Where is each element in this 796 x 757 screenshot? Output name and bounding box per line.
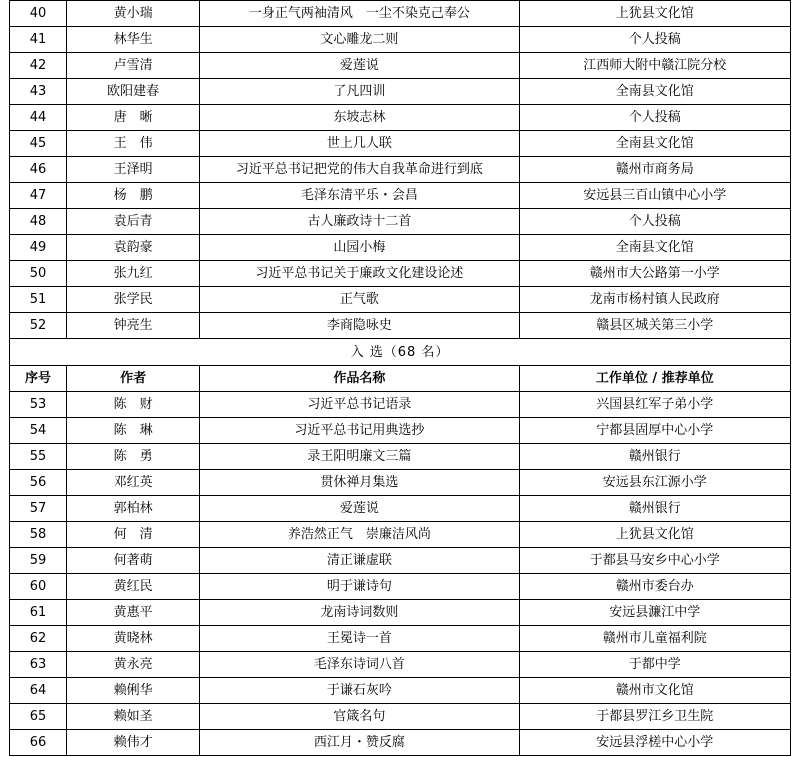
- cell-work-title: 文心雕龙二则: [200, 27, 519, 53]
- cell-unit: 个人投稿: [519, 105, 790, 131]
- table-row: [10, 574, 791, 600]
- cell-unit: 于都县罗江乡卫生院: [519, 704, 790, 730]
- cell-work-title: 山园小梅: [200, 235, 519, 261]
- cell-author: 黄惠平: [67, 600, 200, 626]
- table-body-top: [10, 1, 791, 339]
- cell-work-title: 官箴名句: [200, 704, 519, 730]
- cell-unit: 赣州市文化馆: [519, 678, 790, 704]
- cell-work-title: 西江月・赞反腐: [200, 730, 519, 756]
- cell-author: 王泽明: [67, 157, 200, 183]
- cell-unit: 于都县马安乡中心小学: [519, 548, 790, 574]
- table-row: [10, 105, 791, 131]
- cell-work-title: 古人廉政诗十二首: [200, 209, 519, 235]
- cell-work-title: 正气歌: [200, 287, 519, 313]
- cell-author: 郭柏林: [67, 496, 200, 522]
- table-row: [10, 522, 791, 548]
- cell-work-title: 于谦石灰吟: [200, 678, 519, 704]
- cell-number: 52: [10, 313, 67, 339]
- cell-unit: 赣州市委台办: [519, 574, 790, 600]
- cell-unit: 赣州市大公路第一小学: [519, 261, 790, 287]
- header-seq: 序号: [10, 366, 67, 392]
- table-row: [10, 183, 791, 209]
- cell-work-title: 养浩然正气 崇廉洁风尚: [200, 522, 519, 548]
- cell-work-title: 习近平总书记关于廉政文化建设论述: [200, 261, 519, 287]
- cell-number: 55: [10, 444, 67, 470]
- header-row: [10, 366, 791, 392]
- cell-number: 65: [10, 704, 67, 730]
- cell-author: 黄红民: [67, 574, 200, 600]
- cell-unit: 安远县濂江中学: [519, 600, 790, 626]
- table-body-bottom: [10, 392, 791, 756]
- cell-number: 56: [10, 470, 67, 496]
- section-row: [10, 339, 791, 366]
- cell-number: 61: [10, 600, 67, 626]
- cell-number: 53: [10, 392, 67, 418]
- table-row: [10, 313, 791, 339]
- cell-work-title: 毛泽东诗词八首: [200, 652, 519, 678]
- table-row: [10, 157, 791, 183]
- table-row: [10, 418, 791, 444]
- cell-work-title: 清正谦虚联: [200, 548, 519, 574]
- cell-author: 林华生: [67, 27, 200, 53]
- cell-work-title: 世上几人联: [200, 131, 519, 157]
- cell-number: 59: [10, 548, 67, 574]
- cell-number: 45: [10, 131, 67, 157]
- header-work: 作品名称: [200, 366, 519, 392]
- cell-number: 44: [10, 105, 67, 131]
- cell-number: 46: [10, 157, 67, 183]
- cell-number: 47: [10, 183, 67, 209]
- award-table: [9, 0, 791, 756]
- table-row: [10, 704, 791, 730]
- table-row: [10, 27, 791, 53]
- cell-author: 唐 晰: [67, 105, 200, 131]
- cell-number: 66: [10, 730, 67, 756]
- cell-author: 杨 鹏: [67, 183, 200, 209]
- award-list-sheet: [9, 0, 791, 756]
- cell-unit: 上犹县文化馆: [519, 522, 790, 548]
- cell-number: 63: [10, 652, 67, 678]
- cell-unit: 赣县区城关第三小学: [519, 313, 790, 339]
- table-row: [10, 79, 791, 105]
- cell-unit: 全南县文化馆: [519, 235, 790, 261]
- cell-unit: 赣州银行: [519, 444, 790, 470]
- cell-unit: 个人投稿: [519, 27, 790, 53]
- cell-author: 赖如圣: [67, 704, 200, 730]
- cell-number: 42: [10, 53, 67, 79]
- cell-number: 49: [10, 235, 67, 261]
- cell-author: 张九红: [67, 261, 200, 287]
- table-row: [10, 444, 791, 470]
- header-unit: 工作单位 / 推荐单位: [519, 366, 790, 392]
- table-row: [10, 131, 791, 157]
- cell-author: 卢雪清: [67, 53, 200, 79]
- cell-author: 袁韵豪: [67, 235, 200, 261]
- cell-author: 钟亮生: [67, 313, 200, 339]
- cell-unit: 江西师大附中赣江院分校: [519, 53, 790, 79]
- cell-work-title: 龙南诗词数则: [200, 600, 519, 626]
- cell-number: 41: [10, 27, 67, 53]
- cell-work-title: 贯休禅月集选: [200, 470, 519, 496]
- cell-unit: 赣州银行: [519, 496, 790, 522]
- cell-number: 58: [10, 522, 67, 548]
- table-row: [10, 53, 791, 79]
- cell-work-title: 王冕诗一首: [200, 626, 519, 652]
- table-row: [10, 730, 791, 756]
- section-block: [10, 339, 791, 392]
- cell-unit: 安远县东江源小学: [519, 470, 790, 496]
- cell-work-title: 爱莲说: [200, 496, 519, 522]
- cell-author: 张学民: [67, 287, 200, 313]
- cell-author: 欧阳建春: [67, 79, 200, 105]
- cell-unit: 兴国县红军子弟小学: [519, 392, 790, 418]
- cell-unit: 个人投稿: [519, 209, 790, 235]
- table-row: [10, 209, 791, 235]
- cell-work-title: 了凡四训: [200, 79, 519, 105]
- table-row: [10, 470, 791, 496]
- cell-author: 袁后青: [67, 209, 200, 235]
- cell-author: 黄小瑞: [67, 1, 200, 27]
- cell-work-title: 爱莲说: [200, 53, 519, 79]
- cell-unit: 安远县三百山镇中心小学: [519, 183, 790, 209]
- table-row: [10, 287, 791, 313]
- cell-number: 57: [10, 496, 67, 522]
- cell-author: 陈 勇: [67, 444, 200, 470]
- table-row: [10, 600, 791, 626]
- cell-work-title: 李商隐咏史: [200, 313, 519, 339]
- table-row: [10, 261, 791, 287]
- cell-number: 40: [10, 1, 67, 27]
- table-row: [10, 496, 791, 522]
- section-title: 入 选（68 名）: [10, 339, 791, 366]
- cell-number: 43: [10, 79, 67, 105]
- cell-author: 何 清: [67, 522, 200, 548]
- cell-unit: 龙南市杨村镇人民政府: [519, 287, 790, 313]
- cell-unit: 全南县文化馆: [519, 79, 790, 105]
- cell-work-title: 毛泽东清平乐・会昌: [200, 183, 519, 209]
- table-row: [10, 548, 791, 574]
- cell-work-title: 习近平总书记把党的伟大自我革命进行到底: [200, 157, 519, 183]
- header-author: 作者: [67, 366, 200, 392]
- cell-work-title: 东坡志林: [200, 105, 519, 131]
- cell-number: 54: [10, 418, 67, 444]
- cell-author: 赖伟才: [67, 730, 200, 756]
- table-row: [10, 626, 791, 652]
- cell-author: 黄永亮: [67, 652, 200, 678]
- cell-unit: 赣州市儿童福利院: [519, 626, 790, 652]
- cell-unit: 全南县文化馆: [519, 131, 790, 157]
- cell-number: 51: [10, 287, 67, 313]
- cell-author: 陈 财: [67, 392, 200, 418]
- table-row: [10, 652, 791, 678]
- cell-unit: 赣州市商务局: [519, 157, 790, 183]
- cell-work-title: 习近平总书记用典选抄: [200, 418, 519, 444]
- cell-author: 陈 琳: [67, 418, 200, 444]
- cell-work-title: 录王阳明廉文三篇: [200, 444, 519, 470]
- cell-number: 60: [10, 574, 67, 600]
- cell-unit: 于都中学: [519, 652, 790, 678]
- cell-unit: 宁都县固厚中心小学: [519, 418, 790, 444]
- cell-work-title: 习近平总书记语录: [200, 392, 519, 418]
- cell-number: 48: [10, 209, 67, 235]
- cell-unit: 上犹县文化馆: [519, 1, 790, 27]
- cell-author: 何著萌: [67, 548, 200, 574]
- cell-work-title: 明于谦诗句: [200, 574, 519, 600]
- cell-unit: 安远县浮槎中心小学: [519, 730, 790, 756]
- cell-number: 50: [10, 261, 67, 287]
- cell-author: 黄晓林: [67, 626, 200, 652]
- table-row: [10, 678, 791, 704]
- cell-author: 王 伟: [67, 131, 200, 157]
- cell-author: 赖俐华: [67, 678, 200, 704]
- cell-work-title: 一身正气两袖清风 一尘不染克己奉公: [200, 1, 519, 27]
- cell-number: 62: [10, 626, 67, 652]
- table-row: [10, 235, 791, 261]
- cell-number: 64: [10, 678, 67, 704]
- cell-author: 邓红英: [67, 470, 200, 496]
- table-row: [10, 392, 791, 418]
- table-row: [10, 1, 791, 27]
